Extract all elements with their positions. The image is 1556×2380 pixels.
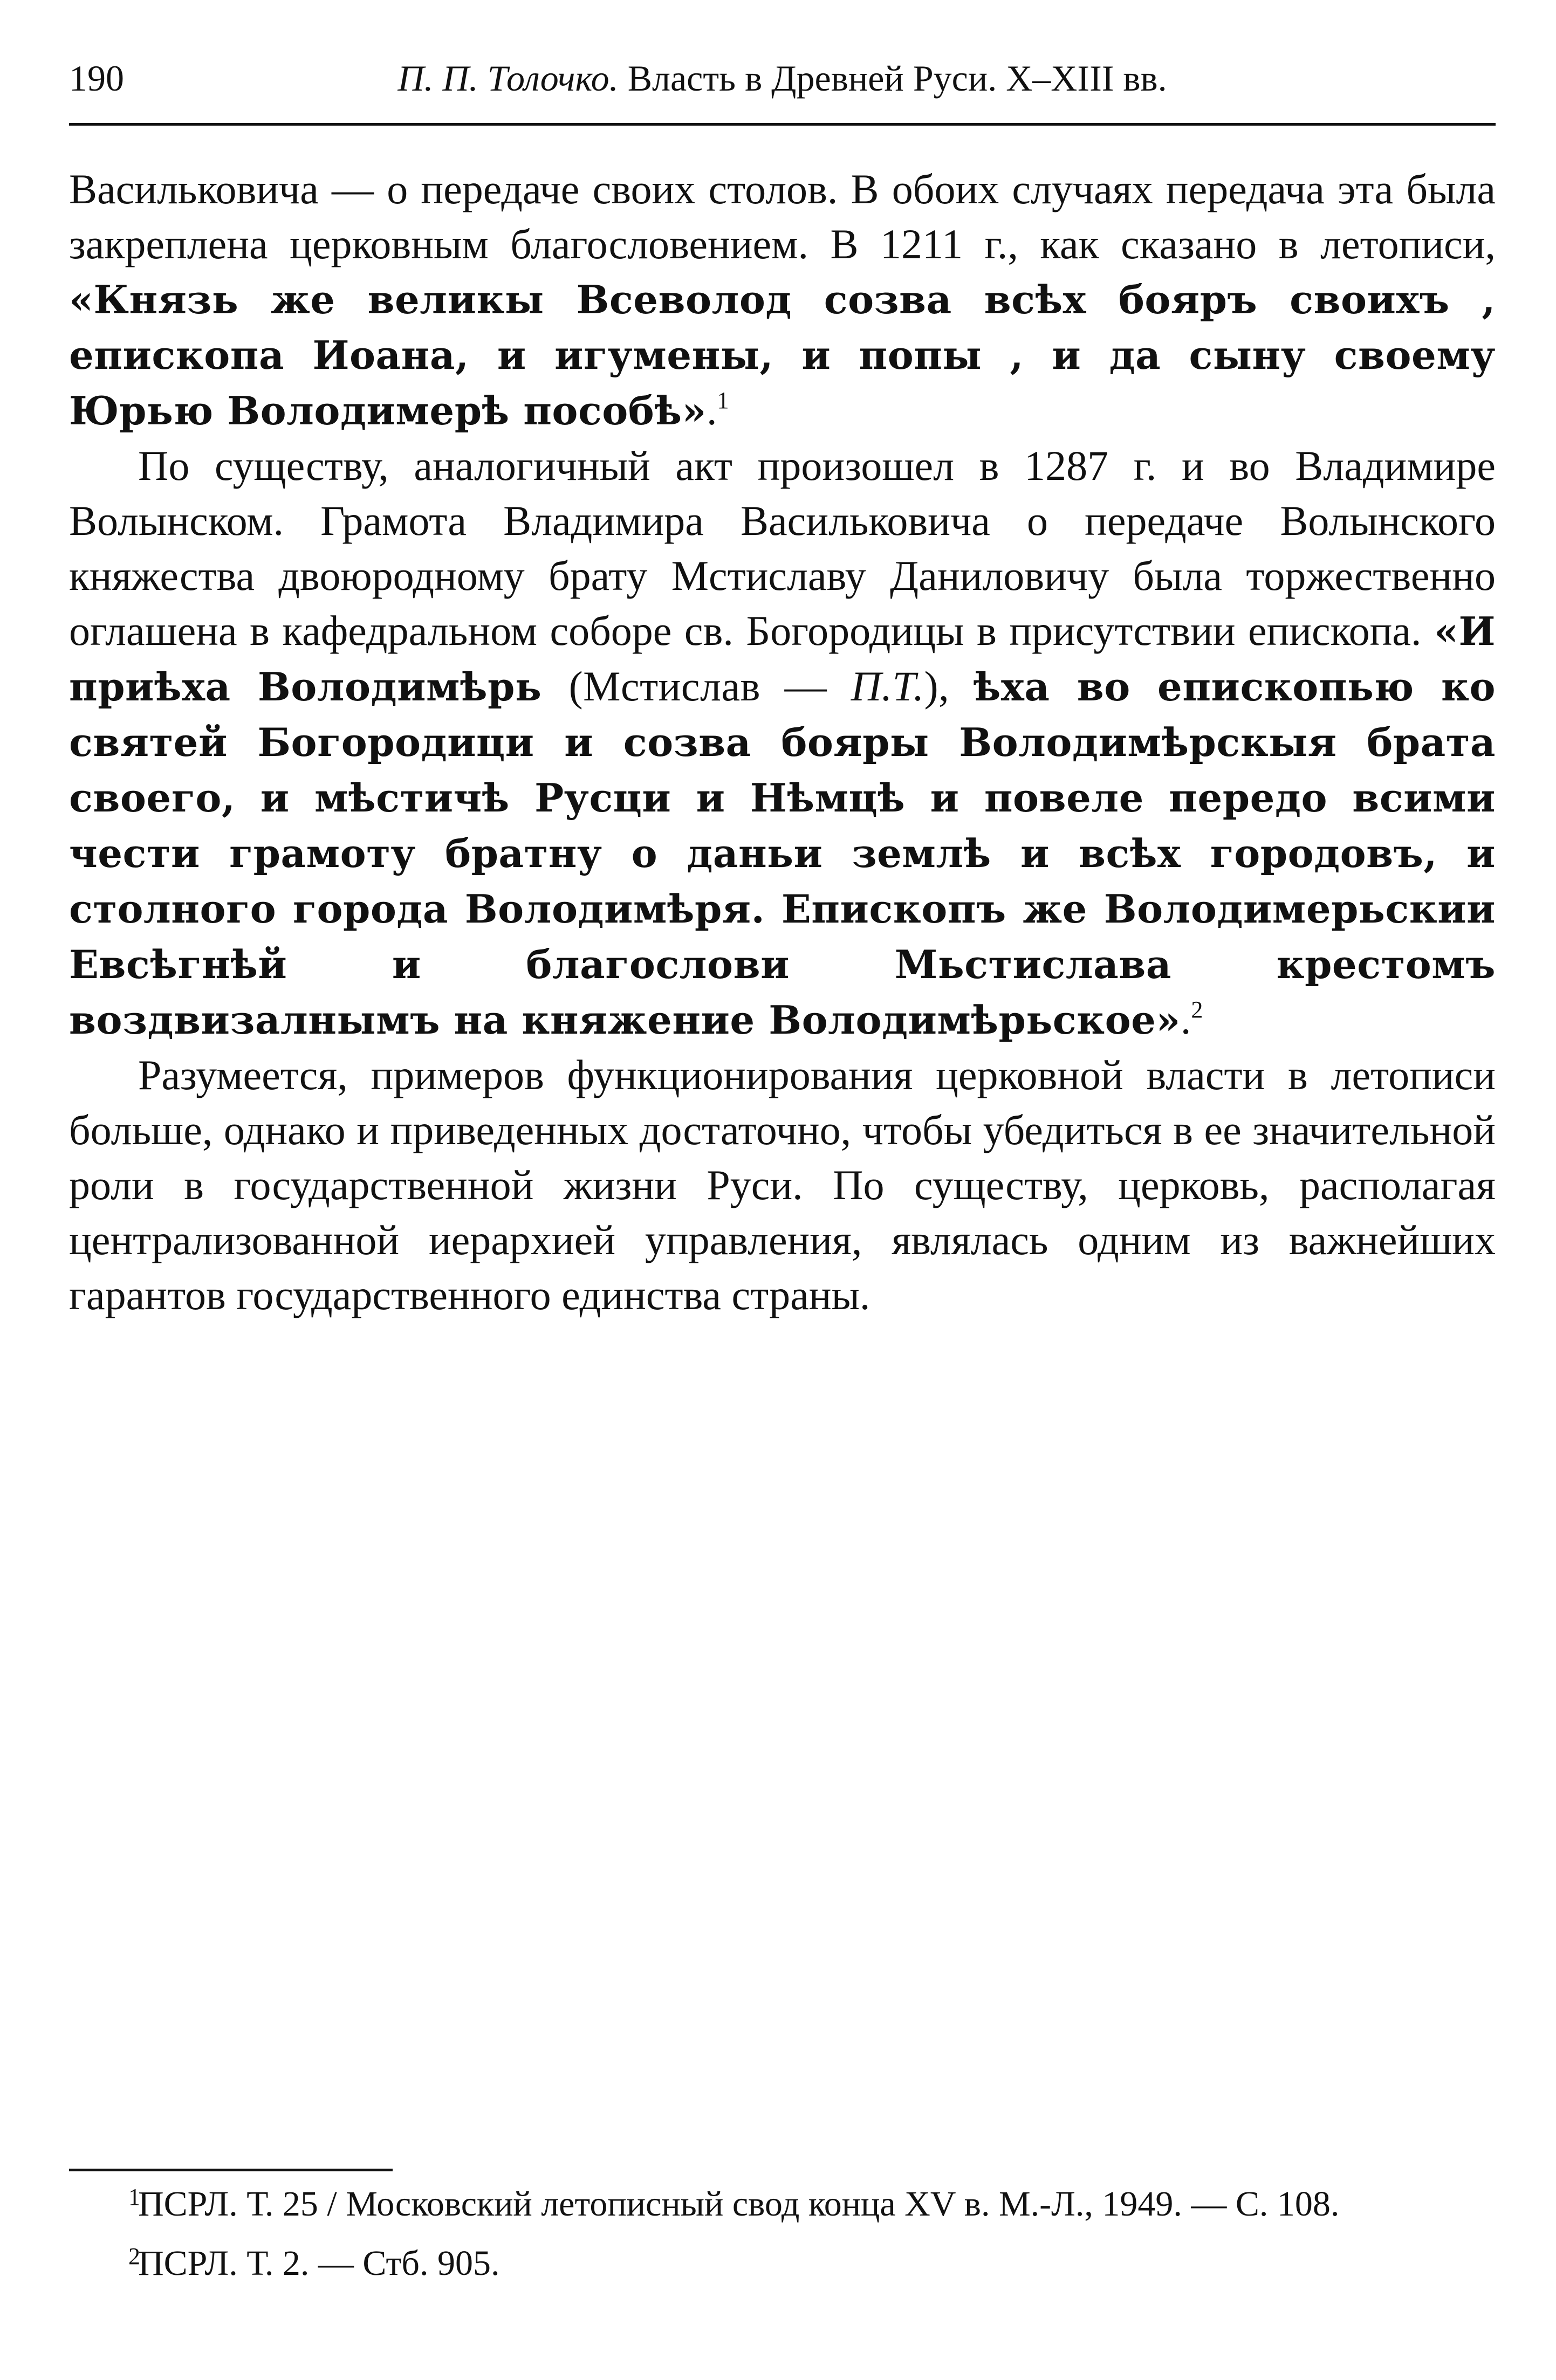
footnote-2 [69,2240,1496,2287]
footnote-rule [69,2169,393,2171]
paragraph-2-end: . [1180,996,1191,1043]
chronicle-quote-2 [69,608,1496,1043]
paragraph-2 [69,438,1496,1048]
paragraph-2-text: По существу, аналогичный акт произошел в 1287 г. и во Владимире Волынском. Грамота Владимира Васильковича о передаче Волынского княжества двоюродному брату Мстиславу Даниловичу была торжественно оглашена в кафедральном соборе св. Богородицы в присутствии епископа. [69,442,1496,654]
editor-note-close: ), [924,663,974,710]
paragraph-1-text: Васильковича — о передаче своих столов. В обоих случаях передача эта была закреплена церковным благословением. В 1211 г., как сказано в летописи, [69,166,1496,267]
running-title-author: П. П. Толочко. [397,58,619,99]
paragraph-3: Разумеется, примеров функционирования церковной власти в летописи больше, однако и приведенных достаточно, чтобы убедиться в ее значительной роли в государственной жизни Руси. По существу, церковь, располагая централизованной иерархией управления, являлась одним из важнейших гарантов государственного единства страны. [69,1051,1496,1318]
running-title-text: Власть в Древней Руси. X–XIII вв. [627,58,1167,99]
footnote-ref-1: 1 [717,387,729,414]
footnotes [69,2181,1496,2287]
page-number: 190 [69,58,124,99]
header-rule [69,123,1496,126]
chronicle-quote-1: «Князь же великы Всеволод созва всѣх бояръ своихъ , епископа Иоана, и игумены, и попы , и да сыну своему Юрью Володимерѣ пособѣ» [69,277,1496,434]
chronicle-quote-2-part1: «И приѣха Володимѣрь [69,608,1496,710]
main-text [69,162,1496,1323]
paragraph-1 [69,162,1496,438]
running-title [69,54,1496,102]
footnote-2-text: ПСРЛ. Т. 2. — Стб. 905. [138,2244,500,2283]
running-header [69,54,1496,102]
footnote-2-mark: 2 [128,2243,140,2269]
editor-note-open: (Мстислав — [568,663,851,710]
chronicle-quote-2-part2: ѣха во епископью ко святей Богородици и созва бояры Володимѣрскыя брата своего, и мѣстичѣ Русци и Нѣмцѣ и повеле передо всими чести грамоту братну о даньи землѣ и всѣх городовъ, и столного города Володимѣря. Епископъ же Володимерьскии Евсѣгнѣй и благослови Мьстислава крестомъ воздвизалнымъ на княжение Володимѣрьское» [69,664,1496,1043]
footnote-ref-2: 2 [1191,996,1203,1023]
footnote-1 [69,2181,1496,2227]
editor-initials: П.Т. [851,663,924,710]
footnote-1-mark: 1 [128,2184,140,2210]
footnote-1-text: ПСРЛ. Т. 25 / Московский летописный свод конца XV в. М.-Л., 1949. — С. 108. [138,2184,1340,2224]
paragraph-1-end: . [706,387,717,434]
